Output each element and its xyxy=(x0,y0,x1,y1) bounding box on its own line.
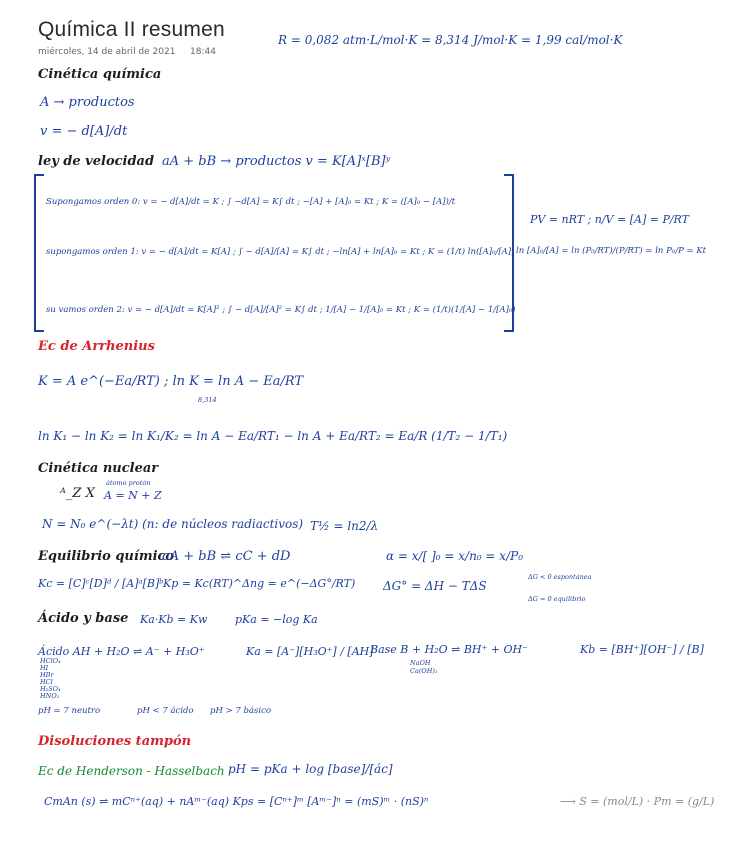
rate-law-equation: aA + bB → productos v = K[A]ˣ[B]ʸ xyxy=(162,154,391,169)
pka-definition: pKa = −log Ka xyxy=(235,613,318,626)
ph-acid: pH < 7 ácido xyxy=(137,706,194,716)
order-two-derivation: su vamos orden 2: v = − d[A]/dt = K[A]² ; ∫ − d[A]/[A]² = K∫ dt ; 1/[A] − 1/[A]₀ = Kt ; K = (1/t)(1/[A] − 1/[A]₀) xyxy=(46,305,516,315)
arrhenius-equation: K = A e^(−Ea/RT) ; ln K = ln A − Ea/RT xyxy=(38,374,304,389)
decay-equation: N = N₀ e^(−λt) (n: de núcleos radiactivos) xyxy=(42,517,304,531)
ideal-gas-note: PV = nRT ; n/V = [A] = P/RT xyxy=(530,213,689,226)
gibbs-equilibrium-note: ΔG = 0 equilibrio xyxy=(528,595,586,603)
gibbs-spontaneous-note: ΔG < 0 espontánea xyxy=(528,573,592,581)
alpha-equation: α = x/[ ]₀ = x/n₀ = x/P₀ xyxy=(386,549,523,563)
nuclide-symbol: ᴬ_Z X xyxy=(60,486,95,501)
solubility-equation: CmAn (s) ⇌ mCⁿ⁺(aq) + nAᵐ⁻(aq) Kps = [Cⁿ⁺]ᵐ [Aᵐ⁻]ⁿ = (mS)ᵐ · (nS)ⁿ xyxy=(44,795,429,808)
ph-basic: pH > 7 básico xyxy=(210,706,271,716)
order-one-derivation: supongamos orden 1: v = − d[A]/dt = K[A] ; ∫ − d[A]/[A] = K∫ dt ; −ln[A] + ln[A]₀ = Kt ; K = (1/t) ln([A]₀/[A]) xyxy=(46,247,515,257)
strong-acid-item: HNO₃ xyxy=(40,692,60,700)
arrhenius-two-temperatures: ln K₁ − ln K₂ = ln K₁/K₂ = ln A − Ea/RT₁ − ln A + Ea/RT₂ = Ea/R (1/T₂ − 1/T₁) xyxy=(38,429,508,443)
strong-acid-item: HBr xyxy=(40,671,54,679)
kc-equation: Kc = [C]ᶜ[D]ᵈ / [A]ᵃ[B]ᵇ xyxy=(38,577,164,590)
left-bracket xyxy=(34,174,44,332)
equilibrium-reaction: aA + bB ⇌ cC + dD xyxy=(162,549,291,564)
heading-equilibrio: Equilibrio químico xyxy=(38,549,175,564)
henderson-equation: pH = pKa + log [base]/[ác] xyxy=(228,762,393,776)
ka-expression: Ka = [A⁻][H₃O⁺] / [AH] xyxy=(246,645,374,658)
reaction-note: A → productos xyxy=(40,95,135,110)
gas-constant-note: R = 0,082 atm·L/mol·K = 8,314 J/mol·K = 1,99 cal/mol·K xyxy=(278,33,623,47)
heading-arrhenius: Ec de Arrhenius xyxy=(38,339,155,354)
strong-acid-item: HClO₄ xyxy=(40,657,61,665)
page-title: Química II resumen xyxy=(38,18,225,41)
acid-equation: Ácido AH + H₂O ⇌ A⁻ + H₃O⁺ xyxy=(38,645,205,658)
half-life-equation: T½ = ln2/λ xyxy=(310,519,379,533)
page-time: 18:44 xyxy=(190,47,216,57)
heading-acido-base: Ácido y base xyxy=(38,611,129,626)
base-equation: Base B + H₂O ⇌ BH⁺ + OH⁻ xyxy=(370,643,528,656)
kp-equation: Kp = Kc(RT)^Δng = e^(−ΔG°/RT) xyxy=(163,577,356,590)
rate-definition: v = − d[A]/dt xyxy=(40,124,128,139)
strong-acid-item: HCl xyxy=(40,678,53,686)
heading-tampon: Disoluciones tampón xyxy=(38,734,192,749)
order-zero-derivation: Supongamos orden 0: v = − d[A]/dt = K ; ∫ −d[A] = K∫ dt ; −[A] + [A]₀ = Kt ; K = ([A]₀ − [A])/t xyxy=(46,197,456,207)
ph-neutral: pH = 7 neutro xyxy=(38,706,101,716)
mass-number-equation: A = N + Z xyxy=(104,489,162,502)
heading-nuclear: Cinética nuclear xyxy=(38,461,159,476)
solubility-result: ⟶ S = (mol/L) · Pm = (g/L) xyxy=(560,795,715,808)
heading-ley-velocidad: ley de velocidad xyxy=(38,154,155,169)
page-date: miércoles, 14 de abril de 2021 xyxy=(38,47,176,57)
heading-cinetica: Cinética química xyxy=(38,67,162,82)
strong-acid-item: H₂SO₄ xyxy=(40,685,61,693)
pressure-ratio-note: ln [A]₀/[A] = ln (P₀/RT)/(P/RT) = ln P₀/P = Kt xyxy=(516,246,707,256)
gibbs-equation: ΔG° = ΔH − TΔS xyxy=(383,579,487,593)
strong-base-item: Ca(OH)₂ xyxy=(410,667,438,675)
strong-acid-item: HI xyxy=(40,664,49,672)
heading-henderson: Ec de Henderson - Hasselbach xyxy=(38,764,225,778)
nuclide-annotation: átomo protón xyxy=(106,479,151,487)
kb-expression: Kb = [BH⁺][OH⁻] / [B] xyxy=(580,643,704,656)
r-value-annotation: 8,314 xyxy=(198,396,217,404)
ka-kb-relation: Ka·Kb = Kw xyxy=(140,613,208,626)
strong-base-item: NaOH xyxy=(410,659,431,667)
